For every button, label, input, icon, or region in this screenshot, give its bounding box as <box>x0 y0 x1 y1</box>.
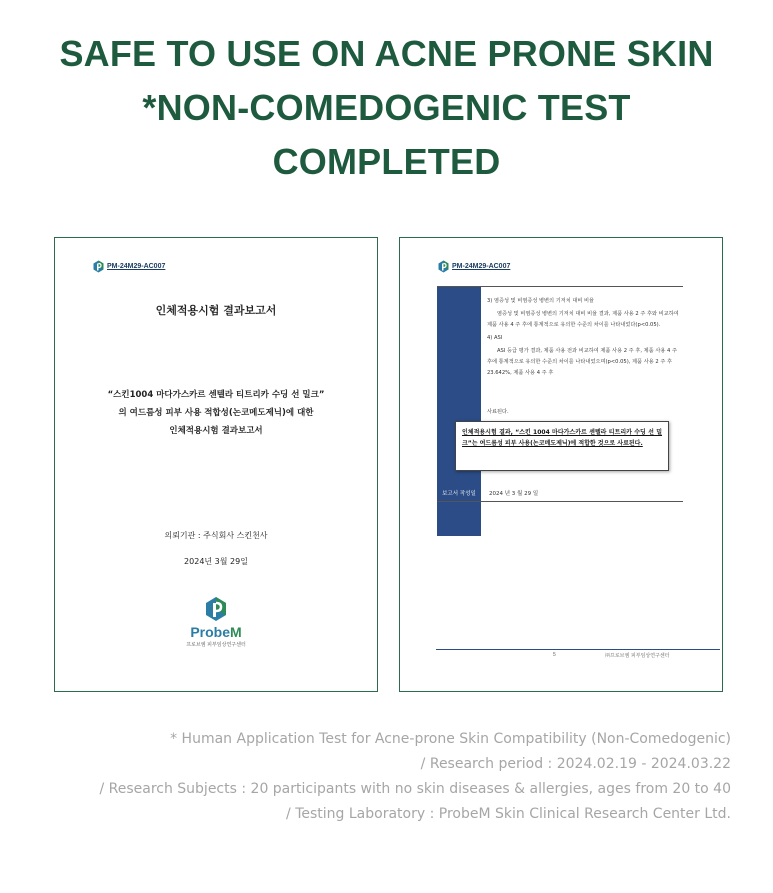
report-id-header <box>93 260 165 273</box>
probem-wordmark <box>55 624 377 640</box>
report-date-value: 2024 년 3 월 29 일 <box>489 491 539 497</box>
caption-test-name: * Human Application Test for Acne-prone Skin Compatibility (Non-Comedogenic) <box>170 731 731 747</box>
report-conclusion-page <box>399 237 723 692</box>
probem-wordmark-b: M <box>230 624 242 640</box>
caption-research-period: / Research period : 2024.02.19 - 2024.03.22 <box>420 756 731 772</box>
footer-lab-name: ㈜프로브엠 피부임상연구센터 <box>605 653 670 659</box>
report-id: PM-24M29-AC007 <box>452 263 511 270</box>
report-date: 2024년 3월 29일 <box>184 557 248 566</box>
paragraph-lesion-ratio: 염증성 및 비염증성 병변의 기저치 대비 비율 결과, 제품 사용 2 주 후와 비교하여 제품 사용 4 주 후에 통계적으로 유의한 수준의 차이를 나타내었다(p<0.05). <box>487 311 679 328</box>
caption-laboratory: / Testing Laboratory : ProbeM Skin Clinical Research Center Ltd. <box>286 806 731 822</box>
study-title <box>55 386 377 440</box>
paragraph-conclusion-end: 사료된다. <box>487 409 509 415</box>
probem-mini-logo-icon <box>438 260 449 273</box>
paragraph-asi: ASI 등급 평가 결과, 제품 사용 전과 비교하여 제품 사용 2 주 후, 제품 사용 4 주 후에 통계적으로 유의한 수준의 차이를 나타내었으며(p<0.05), 제품 사용 2 주 후 23.642%, 제품 사용 4 주 후 <box>487 348 677 376</box>
caption-subjects: / Research Subjects : 20 participants with no skin diseases & allergies, ages from 20 to 40 <box>99 781 731 797</box>
page-number: 5 <box>553 652 556 658</box>
headline-line-1: SAFE TO USE ON ACNE PRONE SKIN <box>59 33 714 74</box>
paragraph-heading-4: 4) ASI <box>487 335 503 341</box>
report-title: 인체적용시험 결과보고서 <box>155 304 277 317</box>
callout-text: 인체적용시험 결과, “스킨 1004 마다가스카르 센텔라 티트리카 수딩 선 밀크”는 여드름성 피부 사용(논코메도제닉)에 적합한 것으로 사료된다. <box>462 429 662 447</box>
report-id-header <box>438 260 510 273</box>
paragraph-heading-3: 3) 염증성 및 비염증성 병변의 기저치 대비 비율 <box>487 298 595 304</box>
probem-wordmark-a: Probe <box>190 624 230 640</box>
conclusion-callout <box>455 421 669 471</box>
table-bottom-rule <box>437 501 683 502</box>
study-title-line-3: 인체적용시험 결과보고서 <box>169 426 263 436</box>
report-date-label: 보고서 작성일 <box>437 488 481 501</box>
report-cover-page <box>54 237 378 692</box>
study-title-line-2: 의 여드름성 피부 사용 적합성(논코메도제닉)에 대한 <box>118 408 314 418</box>
study-title-line-1: “스킨1004 마다가스카르 센텔라 티트리카 수딩 선 밀크” <box>107 390 325 400</box>
client-name: 의뢰기관 : 주식회사 스킨천사 <box>164 531 268 540</box>
headline-line-3: COMPLETED <box>272 141 501 182</box>
probem-logo <box>55 596 377 648</box>
report-id: PM-24M29-AC007 <box>107 263 166 270</box>
table-top-rule <box>437 286 683 287</box>
headline-line-2: *NON-COMEDOGENIC TEST <box>142 87 631 128</box>
probem-subtitle: 프로브엠 피부임상연구센터 <box>186 642 246 648</box>
conclusion-text <box>487 296 683 433</box>
probem-logo-icon <box>205 596 227 622</box>
probem-mini-logo-icon <box>93 260 104 273</box>
page-footer-rule <box>436 649 720 650</box>
